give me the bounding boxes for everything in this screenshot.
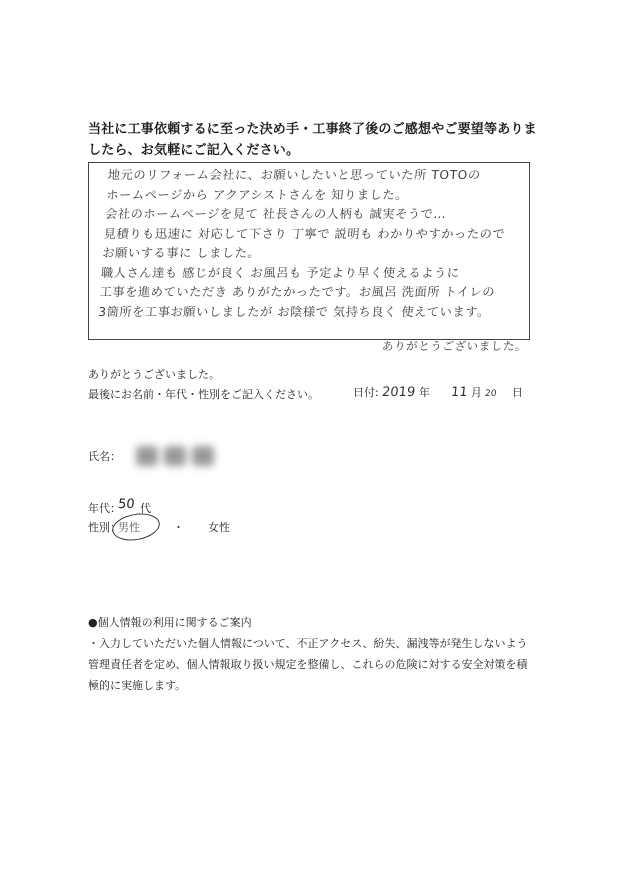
- privacy-title: ●個人情報の利用に関するご案内: [88, 616, 252, 629]
- date-day-value: 20: [484, 389, 498, 399]
- answer-line: 見積りも迅速に 対応して下さり 丁寧で 説明も わかりやすかったので: [103, 226, 506, 241]
- date-row: [353, 384, 523, 400]
- answer-line: ホームページから アクアシストさんを 知りました。: [105, 187, 409, 202]
- name-request-text: 最後にお名前・年代・性別をご記入ください。: [88, 388, 319, 401]
- answer-line: 工事を進めていただき ありがたかったです。お風呂 洗面所 トイレの: [99, 285, 496, 299]
- date-year-label: 年: [418, 386, 430, 399]
- privacy-notice: [88, 612, 538, 696]
- date-day-label: 日: [511, 386, 523, 399]
- handwritten-thanks: ありがとうございました。: [381, 339, 528, 353]
- gender-label: 性別：: [88, 521, 121, 534]
- answer-line: 会社のホームページを見て 社長さんの人柄も 誠実そうで…: [104, 207, 447, 221]
- age-value: 50: [117, 497, 136, 512]
- date-label: 日付:: [353, 386, 379, 399]
- date-month-value: 11: [450, 385, 469, 400]
- gender-female: 女性: [208, 521, 230, 534]
- answer-line: 地元のリフォーム会社に、お願いしたいと思っていた所 TOTOの: [107, 168, 482, 182]
- answer-box: [88, 162, 530, 340]
- privacy-text: ・入力していただいた個人情報について、不正アクセス、紛失、漏洩等が発生しないよう管理責任者を定め、個人情報取り扱い規定を整備し、これらの危険に対する安全対策を積極的に実施します。: [88, 637, 528, 692]
- answer-line: 職人さん達も 感じが良く お風呂も 予定より早く使えるように: [100, 265, 461, 280]
- gender-male: 男性: [118, 521, 140, 534]
- redacted-name: [136, 440, 246, 472]
- age-unit: 代: [140, 502, 151, 515]
- date-month-label: 月: [470, 386, 482, 399]
- gender-separator: ・: [173, 521, 184, 534]
- answer-line: お願いする事に しました。: [101, 246, 261, 260]
- thanks-text: ありがとうございました。: [88, 368, 220, 381]
- handwritten-answer: [98, 166, 535, 322]
- age-label: 年代：: [88, 502, 121, 515]
- name-label: 氏名：: [88, 450, 121, 463]
- question-text: 当社に工事依頼するに至った決め手・工事終了後のご感想やご要望等ありましたら、お気軽にご記入ください。: [88, 122, 537, 158]
- date-year-value: 2019: [381, 385, 417, 400]
- answer-line: 3箇所を工事お願いしましたが お陰様で 気持ち良く 使えています。: [97, 304, 491, 319]
